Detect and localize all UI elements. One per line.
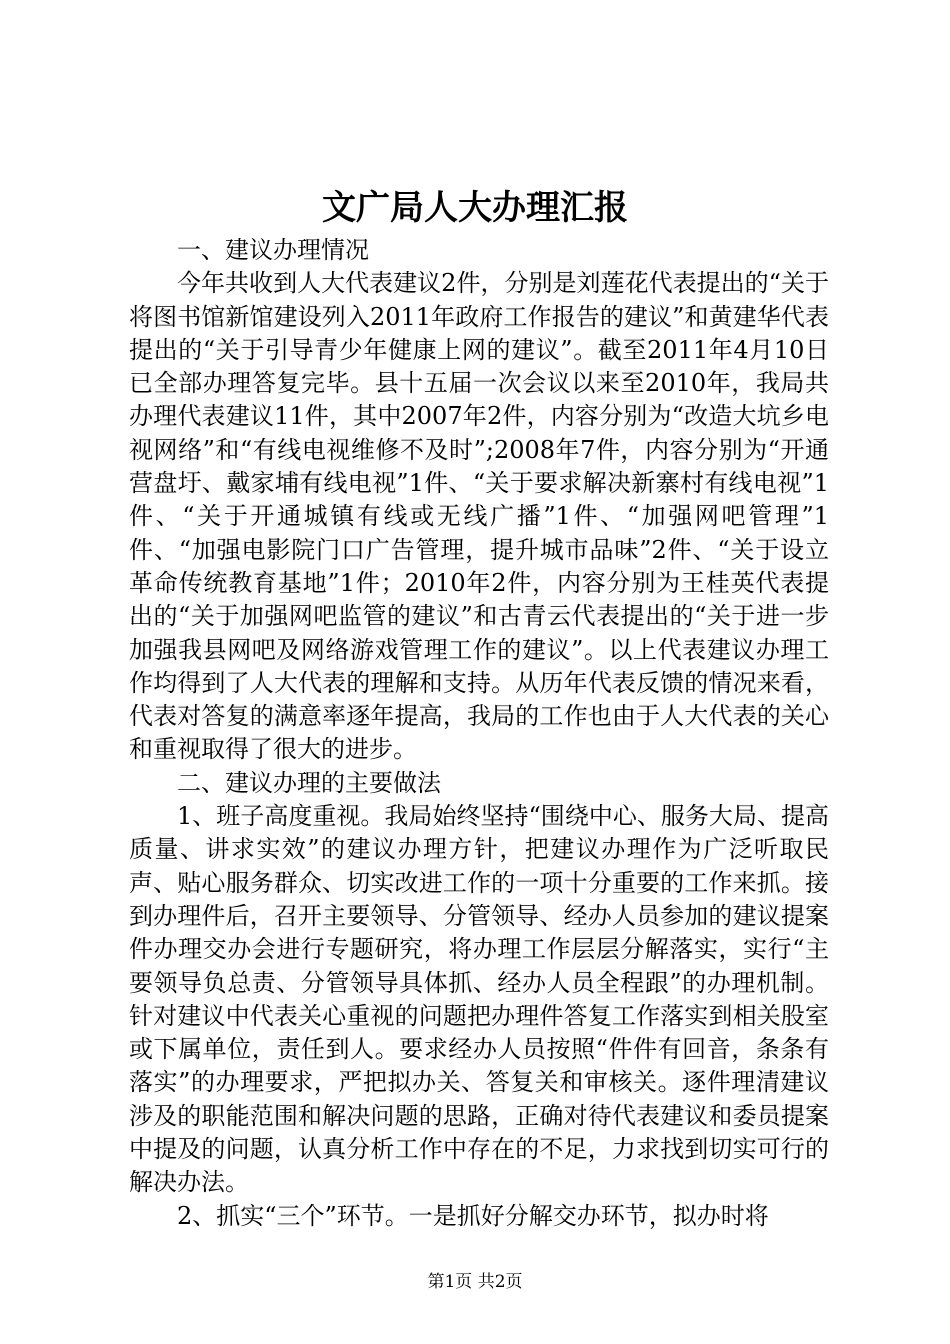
page-footer: 第1页 共2页 <box>427 1272 523 1292</box>
page-title: 文广局人大办理汇报 <box>322 188 628 228</box>
section-heading-1: 一、建议办理情况 <box>177 236 369 264</box>
document-body <box>129 234 829 1233</box>
section-heading-2: 二、建议办理的主要做法 <box>177 768 441 797</box>
paragraph: 1、班子高度重视。我局始终坚持“围绕中心、服务大局、提高质量、讲求实效”的建议办理方针，把建议办理作为广泛听取民声、贴心服务群众、切实改进工作的一项十分重要的工作来抓。接到办理件后，召开主要领导、分管领导、经办人员参加的建议提案件办理交办会进行专题研究，将办理工作层层分解落实，实行“主要领导负总责、分管领导具体抓、经办人员全程跟”的办理机制。针对建议中代表关心重视的问题把办理件答复工作落实到相关股室或下属单位，责任到人。要求经办人员按照“件件有回音，条条有落实”的办理要求，严把拟办关、答复关和审核关。逐件理清建议涉及的职能范围和解决问题的思路，正确对待代表建议和委员提案中提及的问题，认真分析工作中存在的不足，力求找到切实可行的解决办法。 <box>129 802 829 1197</box>
paragraph: 今年共收到人大代表建议2件，分别是刘莲花代表提出的“关于将图书馆新馆建设列入2011年政府工作报告的建议”和黄建华代表提出的“关于引导青少年健康上网的建议”。截至2011年4月10日已全部办理答复完毕。县十五届一次会议以来至2010年，我局共办理代表建议11件，其中2007年2件，内容分别为“改造大坑乡电视网络”和“有线电视维修不及时”;2008年7件，内容分别为“开通营盘圩、戴家埔有线电视”1件、“关于要求解决新寨村有线电视”1件、“关于开通城镇有线或无线广播”1件、“加强网吧管理”1件、“加强电影院门口广告管理，提升城市品味”2件、“关于设立革命传统教育基地”1件；2010年2件，内容分别为王桂英代表提出的“关于加强网吧监管的建议”和古青云代表提出的“关于进一步加强我县网吧及网络游戏管理工作的建议”。以上代表建议办理工作均得到了人大代表的理解和支持。从历年代表反馈的情况来看，代表对答复的满意率逐年提高，我局的工作也由于人大代表的关心和重视取得了很大的进步。 <box>129 269 829 764</box>
paragraph: 2、抓实“三个”环节。一是抓好分解交办环节，拟办时将 <box>177 1201 769 1230</box>
